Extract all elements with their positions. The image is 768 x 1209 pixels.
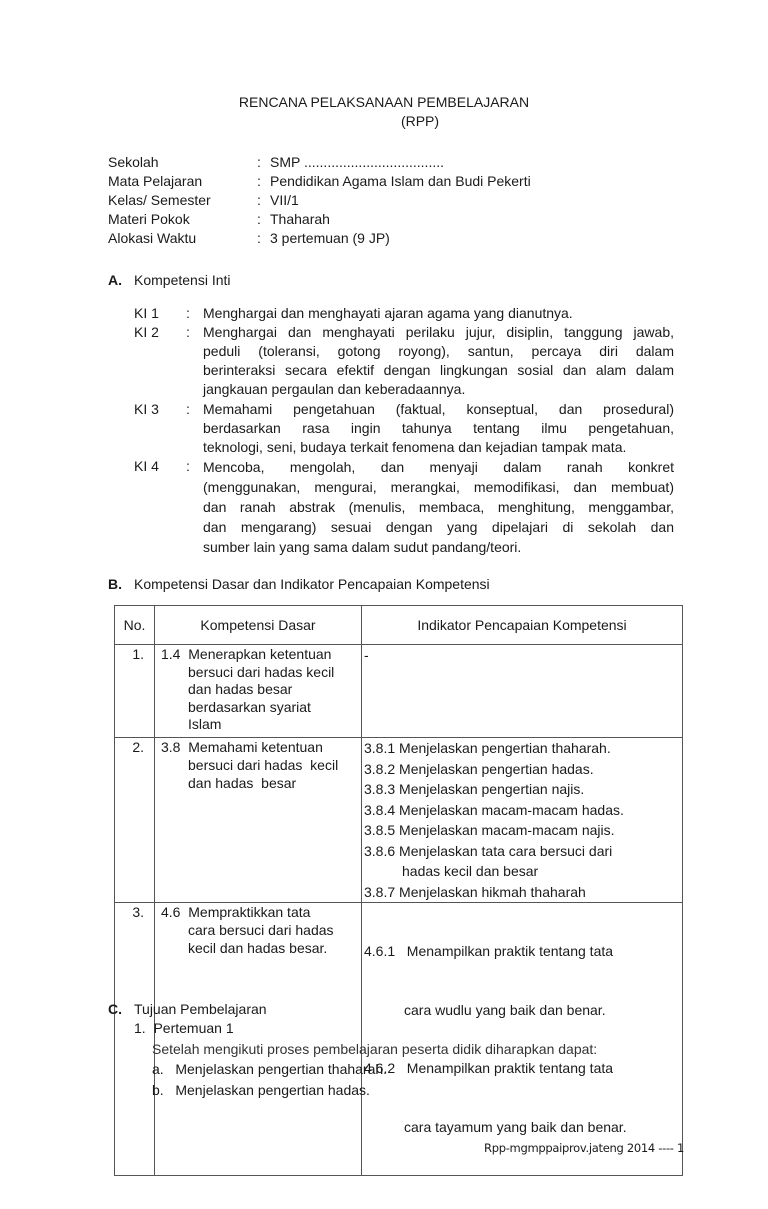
ind-line: 3.8.6 Menjelaskan tata cara bersuci dari [364, 842, 613, 859]
colon: : [257, 230, 261, 246]
table-row [115, 645, 683, 738]
colon: : [257, 211, 261, 227]
colon: : [186, 401, 190, 417]
info-label: Alokasi Waktu [108, 230, 197, 246]
ki-line: Menghargai dan menghayati ajaran agama yang dianutnya. [203, 305, 573, 321]
ki-line: Menghargai dan menghayati perilaku jujur, disiplin, tanggung jawab, [203, 324, 674, 340]
row-no: 3. [115, 903, 155, 1176]
kd-code: 4.6 [161, 904, 181, 920]
ind-line: 3.8.2 Menjelaskan pengertian hadas. [364, 760, 594, 777]
kd-code: 1.4 [161, 646, 181, 662]
info-label: Kelas/ Semester [108, 192, 211, 208]
kd-line: dan hadas besar [188, 775, 297, 791]
ki-line: peduli (toleransi, gotong royong), santun, percaya diri dalam [203, 343, 674, 359]
ki-line: Mencoba, mengolah, dan menyaji dalam ranah konkret [203, 459, 674, 475]
ki-line: berinteraksi secara efektif dengan lingkungan sosial dan alam dalam [203, 362, 674, 378]
info-label: Mata Pelajaran [108, 173, 203, 189]
goal-intro: Setelah mengikuti proses pembelajaran peserta didik diharapkan dapat: [152, 1041, 598, 1057]
section-c-letter: C. [108, 1001, 122, 1017]
ki-label: KI 2 [134, 324, 159, 340]
kd-line: Menerapkan ketentuan [188, 646, 332, 662]
ki-line: Memahami pengetahuan (faktual, konseptual, dan prosedural) [203, 401, 674, 417]
kd-line: Islam [188, 716, 222, 732]
kd-line: kecil dan hadas besar. [188, 940, 328, 956]
ki-line: teknologi, seni, budaya terkait fenomena dan kejadian tampak mata. [203, 439, 627, 455]
header-kd: Kompetensi Dasar [155, 606, 362, 645]
colon: : [257, 192, 261, 208]
ind-line: cara tayamum yang baik dan benar. [404, 1118, 627, 1135]
kd-line: Mempraktikkan tata [188, 904, 311, 920]
ind-line: cara wudlu yang baik dan benar. [404, 1001, 606, 1018]
ki-label: KI 4 [134, 458, 159, 474]
ki-text [203, 400, 674, 457]
colon: : [186, 324, 190, 340]
kd-line: berdasarkan syariat [188, 698, 311, 715]
ki-label: KI 1 [134, 305, 159, 321]
ki-line: berdasarkan rasa ingin tahunya tentang ilmu pengetahuan, [203, 420, 674, 436]
info-value: Thaharah [270, 211, 330, 227]
ind-line: hadas kecil dan besar [402, 863, 539, 879]
ki-line: jangkauan pergaulan dan keberadaannya. [203, 381, 466, 397]
ki-text [203, 323, 674, 399]
kd-line: bersuci dari hadas kecil [188, 757, 339, 773]
kd-code: 3.8 [161, 739, 181, 755]
kd-line: cara bersuci dari hadas [188, 922, 334, 938]
ind-line: 4.6.1 Menampilkan praktik tentang tata [364, 943, 614, 959]
page-title: RENCANA PELAKSANAAN PEMBELAJARAN [238, 94, 530, 110]
header-indikator: Indikator Pencapaian Kompetensi [362, 606, 683, 645]
row-no: 1. [115, 645, 155, 738]
kd-line: bersuci dari hadas kecil [188, 663, 335, 680]
section-b-letter: B. [108, 576, 122, 592]
ind-line: 3.8.4 Menjelaskan macam-macam hadas. [364, 801, 624, 818]
ind-line: 3.8.7 Menjelaskan hikmah thaharah [364, 883, 586, 900]
colon: : [186, 458, 190, 474]
kd-line: dan hadas besar [188, 681, 293, 697]
row-no: 2. [115, 738, 155, 903]
ind-line: 3.8.5 Menjelaskan macam-macam najis. [364, 822, 615, 838]
section-c-title: Tujuan Pembelajaran [134, 1001, 267, 1017]
ki-text [203, 304, 674, 323]
row-indikator [362, 903, 683, 1176]
ind-line: 3.8.1 Menjelaskan pengertian thaharah. [364, 740, 611, 756]
ki-line: sumber lain yang sama dalam sudut pandang/teori. [203, 539, 522, 555]
info-value: VII/1 [270, 192, 299, 208]
info-label: Materi Pokok [108, 211, 190, 227]
goal-item: b. Menjelaskan pengertian hadas. [152, 1082, 370, 1098]
ind-line: - [364, 647, 369, 663]
section-a-letter: A. [108, 272, 122, 288]
info-value: SMP .................................... [270, 154, 445, 170]
ki-line: (menggunakan, mengurai, merangkai, memodifikasi, dan membuat) [203, 479, 674, 495]
row-indikator [362, 645, 683, 738]
table-row [115, 903, 683, 1176]
ki-label: KI 3 [134, 401, 159, 417]
header-no: No. [115, 606, 155, 645]
info-value: 3 pertemuan (9 JP) [270, 230, 390, 246]
section-a-title: Kompetensi Inti [134, 272, 231, 288]
row-kd [155, 645, 362, 738]
colon: : [257, 173, 261, 189]
ki-line: dan mengarang) sesuai dengan yang dipelajari di sekolah dan [203, 519, 674, 535]
table-header-row [115, 606, 683, 645]
ind-line: 3.8.3 Menjelaskan pengertian najis. [364, 781, 585, 797]
ki-text [203, 457, 674, 557]
page-subtitle: (RPP) [400, 113, 440, 129]
colon: : [257, 154, 261, 170]
ki-line: dan ranah abstrak (menulis, membaca, menghitung, menggambar, [203, 499, 674, 515]
row-indikator [362, 738, 683, 903]
meeting-item: 1. Pertemuan 1 [134, 1020, 234, 1036]
table-row [115, 738, 683, 903]
goal-item: a. Menjelaskan pengertian thaharah. [152, 1061, 388, 1077]
info-value: Pendidikan Agama Islam dan Budi Pekerti [270, 173, 531, 189]
row-kd [155, 738, 362, 903]
page-footer: Rpp-mgmppaiprov.jateng 2014 ---- 1 [484, 1141, 685, 1155]
kd-line: Memahami ketentuan [188, 739, 323, 755]
row-kd [155, 903, 362, 1176]
section-b-title: Kompetensi Dasar dan Indikator Pencapaian Kompetensi [134, 576, 490, 592]
ind-line: 4.6.2 Menampilkan praktik tentang tata [364, 1060, 614, 1076]
colon: : [186, 305, 190, 321]
info-label: Sekolah [108, 154, 159, 170]
